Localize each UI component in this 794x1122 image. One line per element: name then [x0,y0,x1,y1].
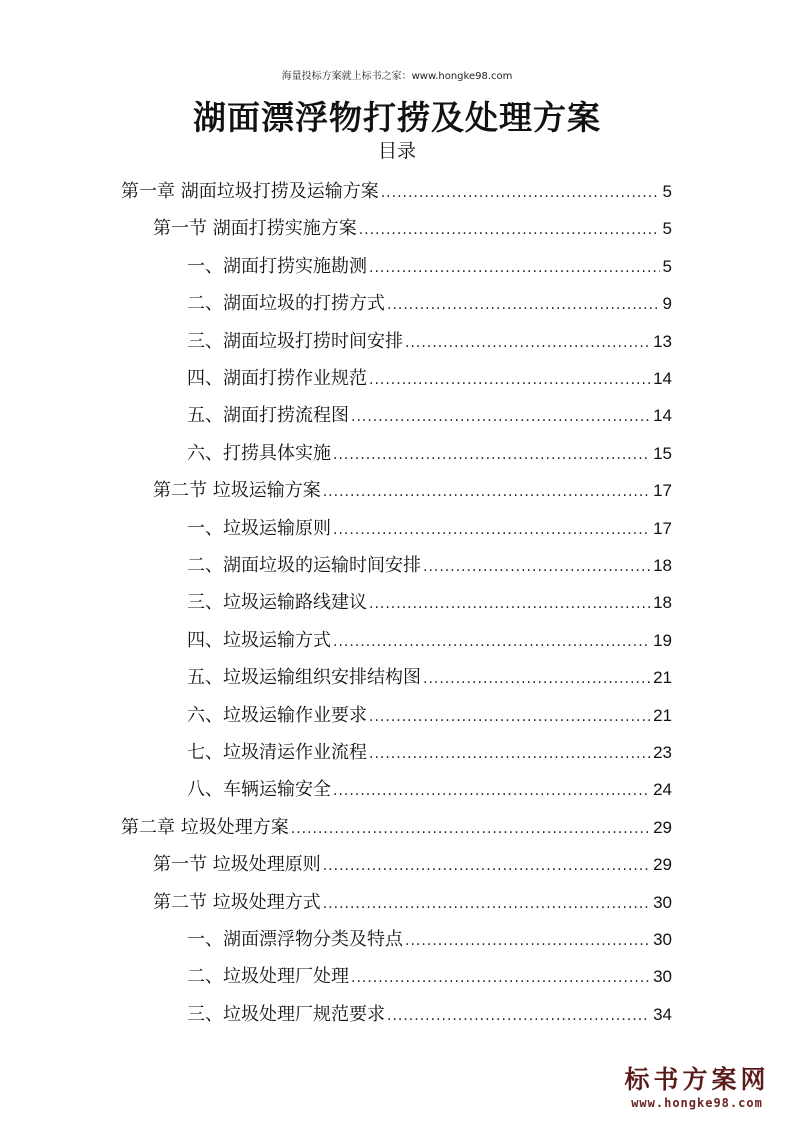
toc-entry-label: 八、车辆运输安全 [187,779,331,801]
toc-entry-page: 30 [653,967,672,987]
toc-leader-dots [333,520,650,540]
toc-entry-label: 四、垃圾运输方式 [187,629,331,651]
toc-entry[interactable] [153,877,672,914]
toc-entry-page: 17 [653,481,672,501]
toc-entry[interactable] [187,316,672,353]
toc-entry[interactable] [187,353,672,390]
toc-leader-dots [359,220,660,240]
toc-entry[interactable] [187,540,672,577]
toc-entry-label: 第一节 垃圾处理原则 [153,854,321,876]
toc-entry[interactable] [187,690,672,727]
toc-entry[interactable] [187,390,672,427]
toc-entry-page: 18 [653,556,672,575]
toc-entry-page: 29 [653,817,672,837]
toc-entry-label: 一、湖面漂浮物分类及特点 [187,929,403,950]
header-note: 海量投标方案就上标书之家：www.hongke98.com [281,71,513,82]
toc-entry-label: 二、垃圾处理厂处理 [187,966,349,988]
logo-brand: 标书方案网 [624,1065,770,1094]
toc-entry[interactable] [153,839,672,876]
toc-leader-dots [351,407,650,427]
toc-entry-label: 三、垃圾处理厂规范要求 [187,1003,385,1025]
toc-leader-dots [333,781,650,801]
toc-entry[interactable] [187,577,672,614]
toc-entry-label: 六、打捞具体实施 [187,442,331,464]
toc-entry[interactable] [153,465,672,502]
toc-entry-label: 五、垃圾运输组织安排结构图 [187,667,421,689]
toc-leader-dots [323,856,650,876]
toc-entry-page: 24 [653,780,672,800]
toc-leader-dots [387,1006,650,1026]
toc-entry[interactable] [121,802,672,839]
toc-entry-page: 21 [653,705,672,725]
toc-leader-dots [369,258,660,278]
toc-leader-dots [333,445,650,465]
logo-site: www.hongke98.com [631,1096,763,1110]
toc-entry[interactable] [187,764,672,801]
toc-entry-label: 第一章 湖面垃圾打捞及运输方案 [121,181,379,202]
toc-entry[interactable] [187,727,672,764]
toc-entry-page: 5 [662,256,672,276]
toc-entry[interactable] [187,615,672,652]
toc-leader-dots [323,894,650,914]
toc-leader-dots [423,557,650,577]
toc-entry-page: 14 [653,406,672,426]
toc-entry-label: 第二节 垃圾运输方案 [153,480,321,502]
toc-title: 目录 [377,140,416,162]
toc-entry-label: 七、垃圾清运作业流程 [187,742,367,763]
toc-leader-dots [381,183,660,203]
toc-leader-dots [351,968,650,988]
toc-entry-page: 15 [653,443,672,463]
toc-entry-page: 34 [653,1004,672,1024]
toc-entry-label: 二、湖面垃圾的打捞方式 [187,293,385,315]
toc-entry-page: 21 [653,668,672,688]
toc-leader-dots [405,931,650,951]
toc-entry[interactable] [187,278,672,315]
toc-leader-dots [323,482,650,502]
toc-entry-page: 9 [662,294,672,314]
toc-entry[interactable] [187,503,672,540]
toc-entry-page: 13 [653,331,672,351]
toc-leader-dots [369,744,650,764]
toc-entry[interactable] [187,951,672,988]
toc-entry-label: 第二章 垃圾处理方案 [121,816,289,838]
toc-entry-label: 二、湖面垃圾的运输时间安排 [187,555,421,576]
toc-leader-dots [333,632,650,652]
toc-entry-page: 30 [653,930,672,949]
toc-entry[interactable] [121,166,672,203]
toc-entry-label: 三、湖面垃圾打捞时间安排 [187,330,403,352]
toc-entry-label: 第二节 垃圾处理方式 [153,891,321,913]
toc-leader-dots [369,370,650,390]
toc-entry[interactable] [187,989,672,1026]
toc-entry-label: 六、垃圾运输作业要求 [187,704,367,726]
toc-leader-dots [405,333,650,353]
toc-leader-dots [423,669,650,689]
toc-entry-label: 第一节 湖面打捞实施方案 [153,218,357,240]
toc-entry-page: 23 [653,743,672,762]
toc-entry[interactable] [187,241,672,278]
toc-leader-dots [369,707,650,727]
toc-entry-page: 18 [653,593,672,613]
toc-leader-dots [387,295,660,315]
toc-entry-page: 30 [653,892,672,912]
toc-entry-label: 四、湖面打捞作业规范 [187,368,367,389]
toc-leader-dots [369,594,650,614]
toc-entry-label: 三、垃圾运输路线建议 [187,592,367,614]
toc-entry-page: 5 [662,219,672,239]
document-title: 湖面漂浮物打捞及处理方案 [193,98,601,137]
toc-leader-dots [291,819,650,839]
toc-entry-page: 17 [653,518,672,538]
toc-entry-label: 五、湖面打捞流程图 [187,405,349,427]
toc-entry[interactable] [187,914,672,951]
toc-entry-page: 19 [653,630,672,650]
watermark-logo [612,1060,782,1110]
toc-entry[interactable] [187,428,672,465]
toc-entry-page: 29 [653,855,672,875]
toc-entry-label: 一、湖面打捞实施勘测 [187,255,367,277]
toc-entry[interactable] [187,652,672,689]
toc-entry-label: 一、垃圾运输原则 [187,517,331,539]
toc-entry-page: 5 [662,182,672,201]
toc-entry-page: 14 [653,369,672,388]
toc-entry[interactable] [153,203,672,240]
